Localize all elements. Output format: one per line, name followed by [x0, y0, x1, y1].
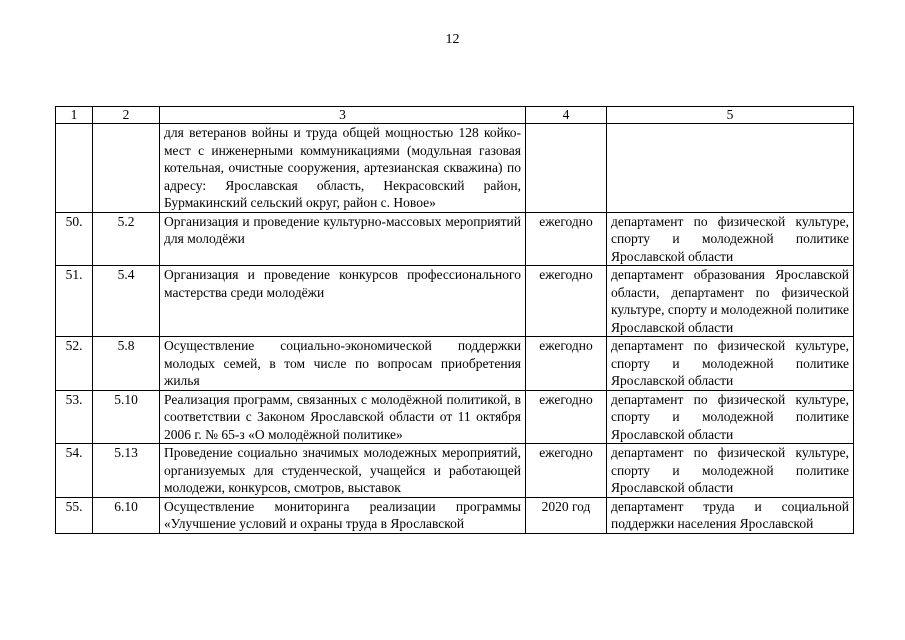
item-executor: департамент по физической культуре, спорту и молодежной политике Ярославской области	[607, 337, 854, 391]
item-executor: департамент образования Ярославской области, департамент по физической культуре, спорту и молодежной политике Ярославской области	[607, 266, 854, 337]
table-row	[56, 124, 854, 213]
item-description: Осуществление мониторинга реализации программы «Улучшение условий и охраны труда в Ярославской	[160, 497, 526, 533]
item-term: ежегодно	[526, 390, 607, 444]
header-cell-col-5: 5	[607, 107, 854, 124]
table-row	[56, 266, 854, 337]
item-code: 5.13	[93, 444, 160, 498]
table-row	[56, 390, 854, 444]
header-cell-col-4: 4	[526, 107, 607, 124]
row-number: 51.	[56, 266, 93, 337]
item-executor: департамент по физической культуре, спорту и молодежной политике Ярославской области	[607, 390, 854, 444]
item-code: 5.8	[93, 337, 160, 391]
item-term: ежегодно	[526, 337, 607, 391]
plan-table	[55, 106, 854, 534]
item-description: Организация и проведение конкурсов профессионального мастерства среди молодёжи	[160, 266, 526, 337]
item-term: ежегодно	[526, 266, 607, 337]
item-term: 2020 год	[526, 497, 607, 533]
item-term: ежегодно	[526, 212, 607, 266]
row-number: 53.	[56, 390, 93, 444]
item-executor: департамент по физической культуре, спорту и молодежной политике Ярославской области	[607, 212, 854, 266]
item-description: для ветеранов войны и труда общей мощностью 128 койко-мест с инженерными коммуникациями (модульная газовая котельная, очистные сооружения, артезианская скважина) по адресу: Ярославская область, Некрасовский район, Бурмакинский сельский округ, район с. Новое»	[160, 124, 526, 213]
item-description: Проведение социально значимых молодежных мероприятий, организуемых для студенческой, учащейся и работающей молодежи, конкурсов, смотров, выставок	[160, 444, 526, 498]
page-number: 12	[445, 32, 460, 47]
row-number: 52.	[56, 337, 93, 391]
item-description: Реализация программ, связанных с молодёжной политикой, в соответствии с Законом Ярославской области от 11 октября 2006 г. № 65-з «О молодёжной политике»	[160, 390, 526, 444]
row-number: 50.	[56, 212, 93, 266]
item-code	[93, 124, 160, 213]
item-code: 5.10	[93, 390, 160, 444]
table-row	[56, 497, 854, 533]
item-executor: департамент по физической культуре, спорту и молодежной политике Ярославской области	[607, 444, 854, 498]
row-number	[56, 124, 93, 213]
item-code: 5.2	[93, 212, 160, 266]
table-row	[56, 444, 854, 498]
item-description: Осуществление социально-экономической поддержки молодых семей, в том числе по вопросам приобретения жилья	[160, 337, 526, 391]
header-cell-col-3: 3	[160, 107, 526, 124]
row-number: 55.	[56, 497, 93, 533]
row-number: 54.	[56, 444, 93, 498]
header-cell-col-1: 1	[56, 107, 93, 124]
item-term: ежегодно	[526, 444, 607, 498]
item-executor	[607, 124, 854, 213]
item-executor: департамент труда и социальной поддержки населения Ярославской	[607, 497, 854, 533]
table-header-row	[56, 107, 854, 124]
header-cell-col-2: 2	[93, 107, 160, 124]
item-code: 5.4	[93, 266, 160, 337]
item-term	[526, 124, 607, 213]
item-description: Организация и проведение культурно-массовых мероприятий для молодёжи	[160, 212, 526, 266]
table-row	[56, 212, 854, 266]
table-row	[56, 337, 854, 391]
item-code: 6.10	[93, 497, 160, 533]
